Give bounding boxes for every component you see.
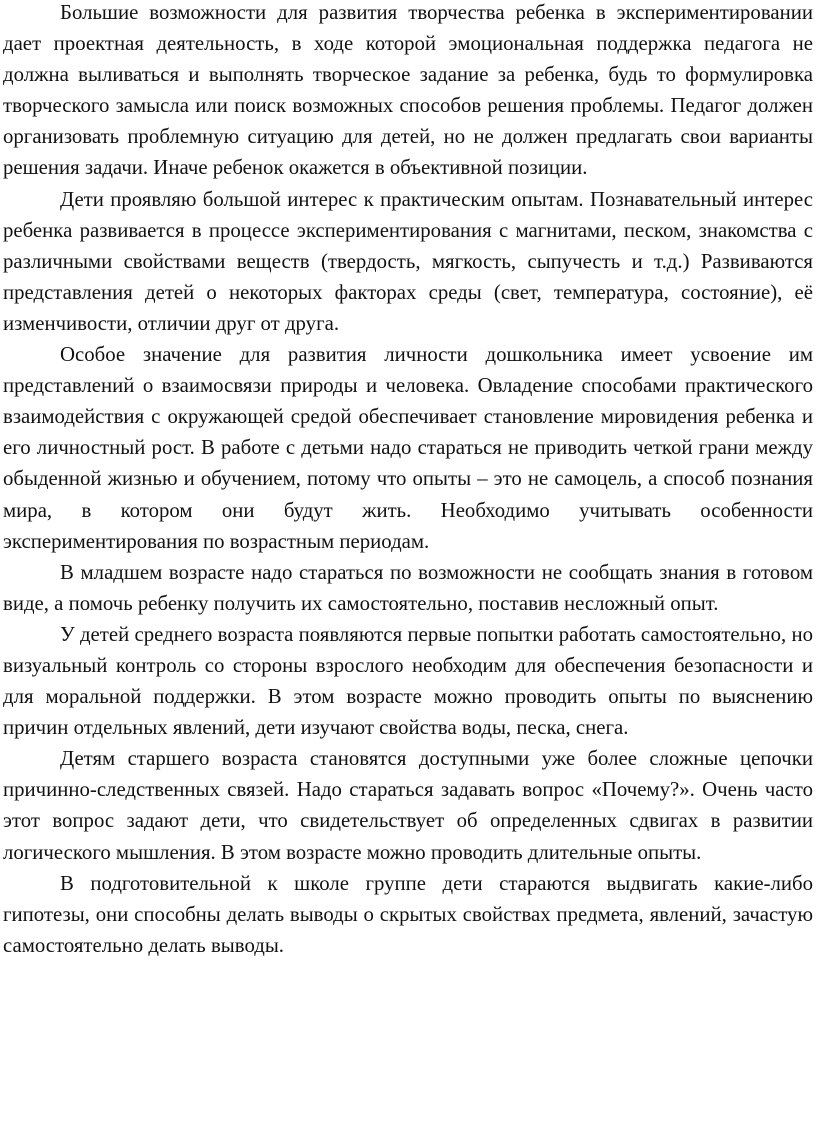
paragraph-younger-age: В младшем возрасте надо стараться по возможности не сообщать знания в готовом виде, а помочь ребенку получить их самостоятельно, поставив несложный опыт. xyxy=(3,560,813,615)
paragraph-middle-age: У детей среднего возраста появляются первые попытки работать самостоятельно, но визуальный контроль со стороны взрослого необходим для обеспечения безопасности и для моральной поддержки. В этом возрасте можно проводить опыты по выяснению причин отдельных явлений, дети изучают свойства воды, песка, снега. xyxy=(3,622,813,740)
paragraph-senior-age: Детям старшего возраста становятся доступными уже более сложные цепочки причинно-следственных связей. Надо стараться задавать вопрос «Почему?». Очень часто этот вопрос задают дети, что свидетельствует об определенных сдвигах в развитии логического мышления. В этом возрасте можно проводить длительные опыты. xyxy=(3,747,813,864)
paragraph-preparatory-group: В подготовительной к школе группе дети стараются выдвигать какие-либо гипотезы, они способны делать выводы о скрытых свойствах предмета, явлений, зачастую самостоятельно делать выводы. xyxy=(3,871,813,957)
paragraph-nature-and-human: Особое значение для развития личности дошкольника имеет усвоение им представлений о взаимосвязи природы и человека. Овладение способами практического взаимодействия с окружающей средой обеспечивает становление мировидения ребенка и его личностный рост. В работе с детьми надо стараться не приводить четкой грани между обыденной жизнью и обучением, потому что опыты – это не самоцель, а способ познания мира, в котором они будут жить. Необходимо учитывать особенности экспериментирования по возрастным периодам. xyxy=(3,343,813,553)
paragraph-project-activity: Большие возможности для развития творчества ребенка в экспериментировании дает проектная деятельность, в ходе которой эмоциональная поддержка педагога не должна выливаться и выполнять творческое задание за ребенка, будь то формулировка творческого замысла или поиск возможных способов решения проблемы. Педагог должен организовать проблемную ситуацию для детей, но не должен предлагать свои варианты решения задачи. Иначе ребенок окажется в объективной позиции. xyxy=(3,1,813,180)
paragraph-practical-experiments: Дети проявляю большой интерес к практическим опытам. Познавательный интерес ребенка развивается в процессе экспериментирования с магнитами, песком, знакомства с различными свойствами веществ (твердость, мягкость, сыпучесть и т.д.) Развиваются представления детей о некоторых факторах среды (свет, температура, состояние), её изменчивости, отличии друг от друга. xyxy=(3,187,813,335)
document-page xyxy=(3,0,813,961)
